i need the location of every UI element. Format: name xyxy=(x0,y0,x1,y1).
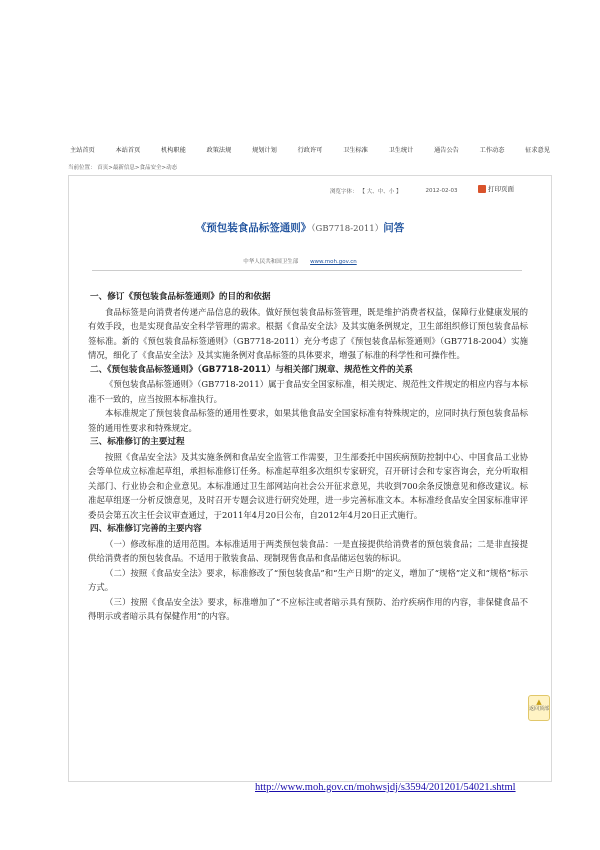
title-code: （GB7718-2011） xyxy=(311,224,384,234)
article-source xyxy=(0,257,600,265)
paragraph: （二）按照《食品安全法》要求，标准修改了“预包装食品”和“生产日期”的定义，增加了“规格”定义和“规格”标示方式。 xyxy=(88,567,528,592)
nav-item[interactable]: 政策法规 xyxy=(206,147,232,154)
publish-date: 2012-02-03 xyxy=(425,188,458,194)
source-org: 中华人民共和国卫生部 xyxy=(243,259,299,265)
paragraph: （一）修改标准的适用范围。本标准适用于两类预包装食品：一是直接提供给消费者的预包装食品；二是非直接提供给消费者的预包装食品。不适用于散装食品、现制现售食品和食品储运包装的标识。 xyxy=(88,538,528,563)
nav-item[interactable]: 规划计划 xyxy=(252,147,277,154)
font-size-options[interactable]: 【 大、中、小 】 xyxy=(359,189,402,195)
section-heading: 三、标准修订的主要过程 xyxy=(90,437,185,447)
nav-item[interactable]: 本站首页 xyxy=(115,147,141,154)
font-size-label: 浏览字体： xyxy=(330,189,358,195)
nav-item[interactable]: 行政许可 xyxy=(297,147,323,154)
nav-item[interactable]: 工作动态 xyxy=(479,147,505,154)
nav-item[interactable]: 卫生标准 xyxy=(343,147,368,154)
printer-icon xyxy=(478,185,486,193)
title-suffix: 问答 xyxy=(383,222,405,234)
title-main: 《预包装食品标签通则》 xyxy=(195,222,312,234)
article-title xyxy=(0,220,600,235)
print-button[interactable] xyxy=(478,184,514,193)
paragraph: 《预包装食品标签通则》（GB7718-2011）属于食品安全国家标准，相关规定、规范性文件规定的相应内容与本标准不一致的，应当按照本标准执行。 xyxy=(88,379,528,404)
breadcrumb: 当前位置： 首页>最新信息>食品安全>动态 xyxy=(68,165,178,171)
nav-item[interactable]: 卫生统计 xyxy=(388,147,414,154)
footer-url[interactable]: http://www.moh.gov.cn/mohwsjdj/s3594/201201/54021.shtml xyxy=(255,782,516,793)
main-nav xyxy=(70,145,550,154)
nav-item[interactable]: 通告公告 xyxy=(434,147,459,154)
print-label: 打印页面 xyxy=(488,185,514,193)
paragraph: 按照《食品安全法》及其实施条例和食品安全监管工作需要，卫生部委托中国疾病预防控制中心、中国食品工业协会等单位成立标准起草组，承担标准修订任务。标准起草组多次组织专家研究，召开研讨会和专家咨询会，充分听取相关部门、行业协会和企业意见。本标准通过卫生部网站向社会公开征求意见，共收到700余条反馈意见和修改建议。标准起草组逐一分析反馈意见，及时召开专题会议进行研究处理，进一步完善标准文本。本标准经食品安全国家标准审评委员会第五次主任会议审查通过，于2011年4月20日公布，自2012年4月20日正式施行。 xyxy=(88,451,528,520)
back-to-top-label: 返回顶部 xyxy=(529,706,550,712)
article-toolbar xyxy=(330,187,457,195)
article-body xyxy=(88,290,528,624)
section-heading: 二、《预包装食品标签通则》（GB7718-2011）与相关部门规章、规范性文件的关系 xyxy=(90,364,413,375)
back-to-top-button[interactable] xyxy=(528,695,550,721)
divider xyxy=(92,270,522,271)
source-link[interactable]: www.moh.gov.cn xyxy=(310,259,357,265)
paragraph: 本标准规定了预包装食品标签的通用性要求，如果其他食品安全国家标准有特殊规定的，应同时执行预包装食品标签的通用性要求和特殊规定。 xyxy=(88,408,528,433)
section-heading: 四、标准修订完善的主要内容 xyxy=(90,524,202,534)
arrow-up-icon: ▲ xyxy=(536,698,542,706)
paragraph: 食品标签是向消费者传递产品信息的载体。做好预包装食品标签管理，既是维护消费者权益，保障行业健康发展的有效手段，也是实现食品安全科学管理的需求。根据《食品安全法》及其实施条例规定，卫生部组织修订预包装食品标签标准。新的《预包装食品标签通则》（GB7718-2011）充分考虑了《预包装食品标签通则》（GB7718-2004）实施情况，细化了《食品安全法》及其实施条例对食品标签的具体要求，增强了标准的科学性和可操作性。 xyxy=(88,306,528,360)
nav-item[interactable]: 征求意见 xyxy=(525,147,550,154)
nav-item[interactable]: 主站首页 xyxy=(70,147,95,154)
paragraph: （三）按照《食品安全法》要求，标准增加了“不应标注或者暗示具有预防、治疗疾病作用的内容，非保健食品不得明示或者暗示具有保健作用”的内容。 xyxy=(88,596,528,621)
section-heading: 一、修订《预包装食品标签通则》的目的和依据 xyxy=(90,292,271,302)
nav-item[interactable]: 机构职能 xyxy=(161,147,186,154)
